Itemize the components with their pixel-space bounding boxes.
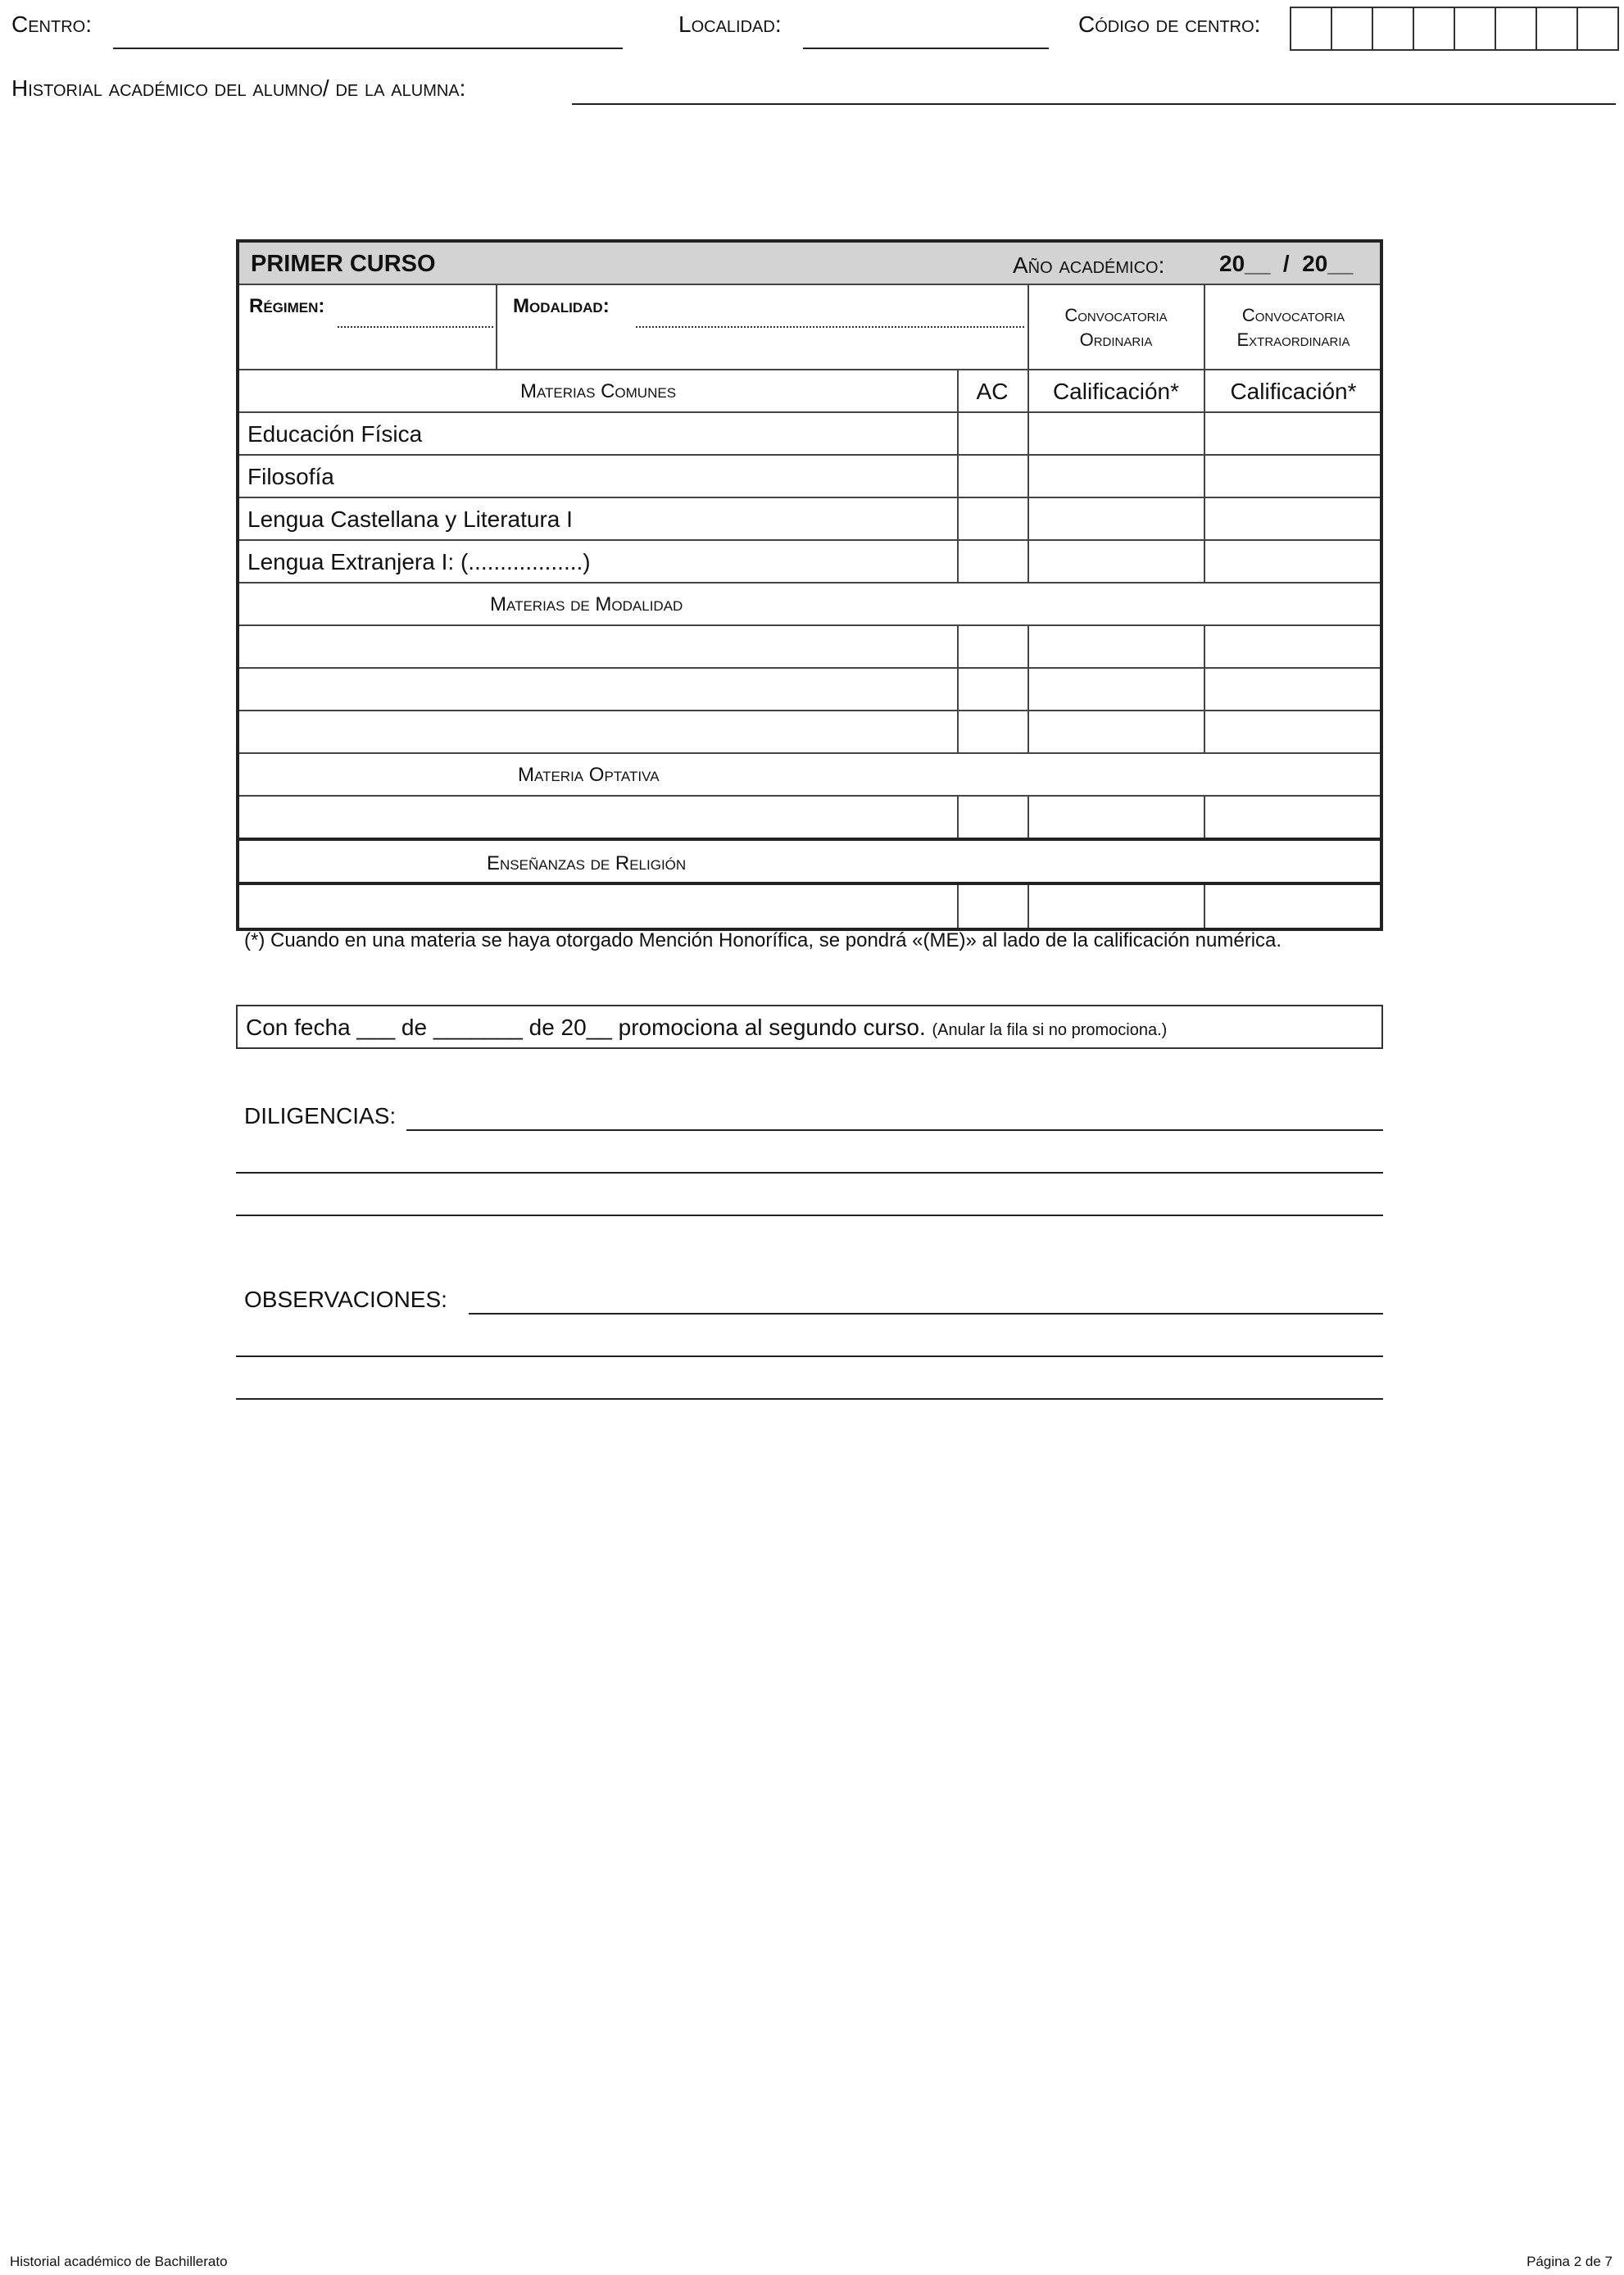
subject-name: Lengua Castellana y Literatura I: [247, 506, 573, 532]
section-row-modalidad: [239, 584, 1380, 626]
table-row: [239, 885, 1380, 928]
year-label: Año académico:: [1013, 252, 1165, 278]
localidad-label: Localidad:: [678, 11, 782, 37]
table-row: [239, 669, 1380, 711]
year-value[interactable]: 20__ / 20__: [1219, 251, 1354, 276]
diligencias-line-2[interactable]: [236, 1172, 1383, 1174]
code-cell[interactable]: [1413, 7, 1455, 51]
page-number: Página 2 de 7: [1526, 2254, 1613, 2269]
codigo-centro-boxes[interactable]: [1291, 7, 1619, 51]
code-cell[interactable]: [1290, 7, 1332, 51]
primer-curso-table: [236, 239, 1383, 931]
footer-left: Historial académico de Bachillerato: [10, 2254, 228, 2269]
subject-name: Filosofía: [247, 464, 334, 489]
section-row-religion: [239, 841, 1380, 885]
promotion-row[interactable]: [236, 1005, 1383, 1049]
regimen-field[interactable]: [338, 326, 493, 328]
table-title-row: [239, 243, 1380, 285]
observaciones-line-1[interactable]: [469, 1313, 1383, 1315]
regimen-modalidad-row: [239, 285, 1380, 370]
promotion-note: (Anular la fila si no promociona.): [932, 1021, 1168, 1039]
ensenanzas-religion-header: Enseñanzas de Religión: [487, 852, 687, 874]
footnote: (*) Cuando en una materia se haya otorgado Mención Honorífica, se pondrá «(ME)» al lado de la calificación numérica.: [244, 929, 1282, 951]
course-title: PRIMER CURSO: [251, 251, 436, 277]
code-cell[interactable]: [1576, 7, 1619, 51]
observaciones-line-3[interactable]: [236, 1398, 1383, 1400]
materia-optativa-header: Materia Optativa: [518, 764, 660, 786]
conv-extraordinaria-header: Convocatoria Extraordinaria: [1236, 305, 1350, 350]
diligencias-line-3[interactable]: [236, 1215, 1383, 1216]
subject-name: Lengua Extranjera I: (..................): [247, 549, 591, 574]
centro-field[interactable]: [113, 48, 623, 49]
code-cell[interactable]: [1331, 7, 1373, 51]
historial-field[interactable]: [572, 103, 1616, 105]
observaciones-line-2[interactable]: [236, 1355, 1383, 1357]
subject-name: Educación Física: [247, 421, 423, 447]
regimen-label: Régimen:: [249, 295, 325, 317]
code-cell[interactable]: [1372, 7, 1414, 51]
materias-modalidad-header: Materias de Modalidad: [490, 593, 683, 615]
diligencias-line-1[interactable]: [406, 1129, 1383, 1131]
centro-label: Centro:: [11, 11, 92, 37]
calif-ext-header: Calificación*: [1230, 379, 1357, 404]
code-cell[interactable]: [1454, 7, 1496, 51]
table-row: [239, 626, 1380, 669]
table-row: [239, 797, 1380, 841]
observaciones-label: OBSERVACIONES:: [244, 1287, 447, 1312]
modalidad-field[interactable]: [636, 326, 1024, 328]
table-row: [239, 456, 1380, 498]
table-row: [239, 413, 1380, 456]
code-cell[interactable]: [1495, 7, 1537, 51]
section-row-optativa: [239, 754, 1380, 797]
table-row: [239, 498, 1380, 541]
localidad-field[interactable]: [803, 48, 1049, 49]
calif-ord-header: Calificación*: [1052, 379, 1180, 404]
historial-label: Historial académico del alumno/ de la alumna:: [11, 75, 466, 101]
table-row: [239, 711, 1380, 754]
table-row: [239, 541, 1380, 584]
ac-header: AC: [976, 379, 1009, 404]
modalidad-label: Modalidad:: [513, 295, 610, 317]
conv-ordinaria-header: Convocatoria Ordinaria: [1064, 305, 1168, 350]
code-cell[interactable]: [1536, 7, 1578, 51]
materias-comunes-header: Materias Comunes: [519, 380, 677, 402]
codigo-label: Código de centro:: [1078, 11, 1261, 37]
column-header-row: [239, 370, 1380, 413]
diligencias-label: DILIGENCIAS:: [244, 1103, 397, 1128]
promotion-text: Con fecha ___ de _______ de 20__ promociona al segundo curso.: [246, 1015, 926, 1040]
